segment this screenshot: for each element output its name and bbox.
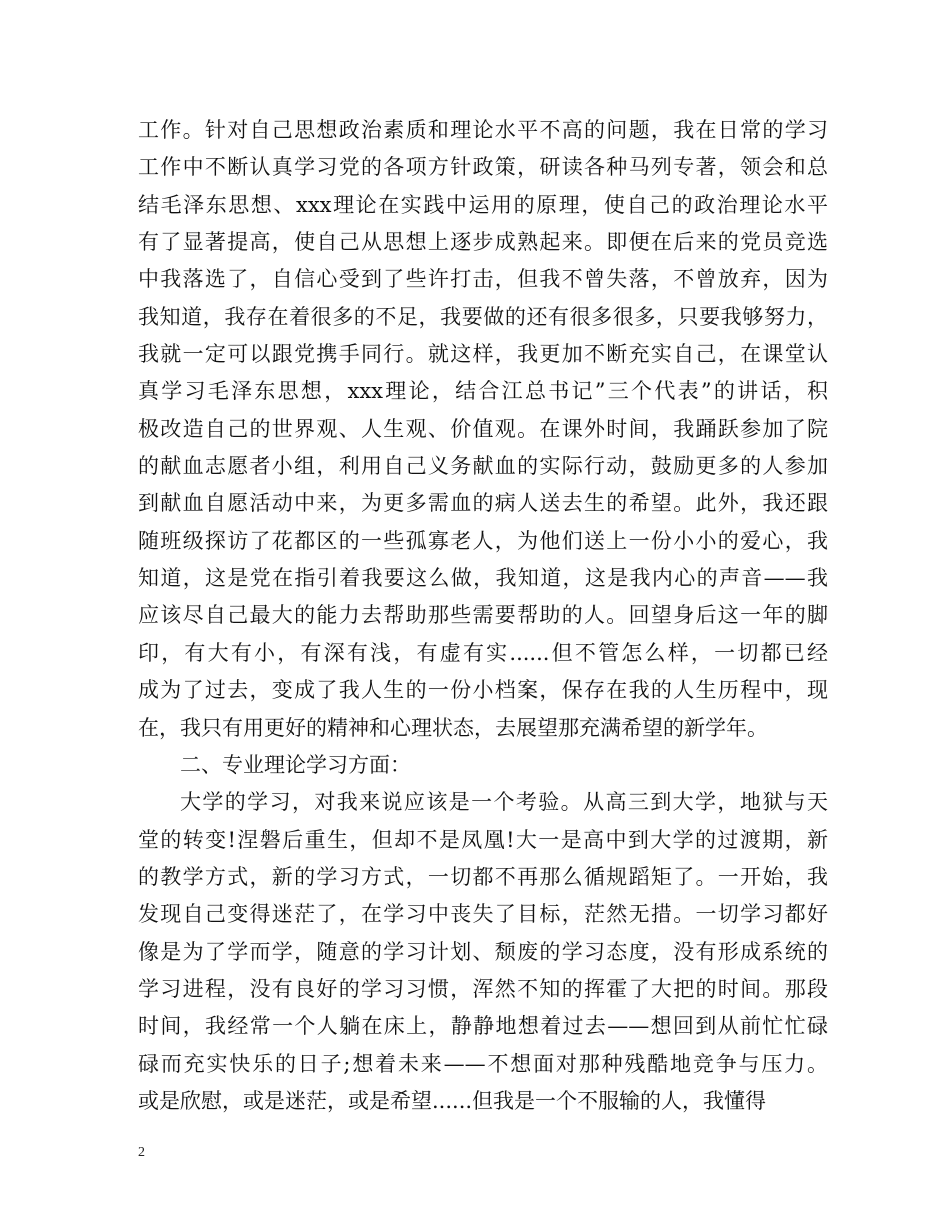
text-line: 极改造自己的世界观、人生观、价值观。在课外时间，我踊跃参加了院 bbox=[138, 416, 828, 441]
text-line: 应该尽自己最大的能力去帮助那些需要帮助的人。回望身后这一年的脚 bbox=[138, 603, 828, 628]
text-line: 像是为了学而学，随意的学习计划、颓废的学习态度，没有形成系统的 bbox=[138, 939, 828, 964]
text-line: 工作。针对自己思想政治素质和理论水平不高的问题，我在日常的学习 bbox=[138, 118, 828, 142]
paragraph bbox=[138, 784, 828, 1120]
text-line: 我就一定可以跟党携手同行。就这样，我更加不断充实自己，在课堂认 bbox=[138, 342, 828, 367]
paragraph bbox=[138, 747, 828, 784]
text-line: 有了显著提高，使自己从思想上逐步成熟起来。即便在后来的党员竞选 bbox=[138, 230, 828, 255]
paragraph bbox=[138, 112, 828, 747]
text-line: 成为了过去，变成了我人生的一份小档案，保存在我的人生历程中，现 bbox=[138, 678, 828, 703]
text-line: 或是欣慰，或是迷茫，或是希望......但我是一个不服输的人，我懂得 bbox=[138, 1088, 767, 1113]
text-line: 知道，这是党在指引着我要这么做，我知道，这是我内心的声音——我 bbox=[138, 566, 828, 591]
text-line: 发现自己变得迷茫了，在学习中丧失了目标，茫然无措。一切学习都好 bbox=[138, 902, 828, 927]
text-line: 碌而充实快乐的日子;想着未来——不想面对那种残酷地竞争与压力。 bbox=[138, 1051, 828, 1076]
text-line: 时间，我经常一个人躺在床上，静静地想着过去——想回到从前忙忙碌 bbox=[138, 1014, 828, 1039]
text-line: 我知道，我存在着很多的不足，我要做的还有很多很多，只要我够努力， bbox=[138, 304, 828, 329]
text-line: 印，有大有小，有深有浅，有虚有实......但不管怎么样，一切都已经 bbox=[138, 640, 828, 665]
text-line: 在，我只有用更好的精神和心理状态，去展望那充满希望的新学年。 bbox=[138, 715, 768, 740]
document-body bbox=[138, 112, 828, 1120]
text-line: 结毛泽东思想、xxx理论在实践中运用的原理，使自己的政治理论水平 bbox=[138, 192, 828, 217]
text-line: 随班级探访了花都区的一些孤寡老人，为他们送上一份小小的爱心，我 bbox=[138, 528, 828, 553]
text-line: 中我落选了，自信心受到了些许打击，但我不曾失落，不曾放弃，因为 bbox=[138, 267, 828, 292]
text-line: 大学的学习，对我来说应该是一个考验。从高三到大学，地狱与天 bbox=[180, 790, 828, 815]
text-line: 到献血自愿活动中来，为更多需血的病人送去生的希望。此外，我还跟 bbox=[138, 491, 828, 516]
page-number: 2 bbox=[138, 1145, 145, 1160]
text-line: 真学习毛泽东思想，xxx理论，结合江总书记”三个代表”的讲话，积 bbox=[138, 379, 828, 404]
text-line: 学习进程，没有良好的学习习惯，浑然不知的挥霍了大把的时间。那段 bbox=[138, 976, 828, 1001]
text-line: 的教学方式，新的学习方式，一切都不再那么循规蹈矩了。一开始，我 bbox=[138, 864, 828, 889]
text-line: 二、专业理论学习方面： bbox=[180, 752, 411, 777]
text-line: 堂的转变!涅磐后重生，但却不是凤凰!大一是高中到大学的过渡期，新 bbox=[138, 827, 828, 852]
text-line: 的献血志愿者小组，利用自己义务献血的实际行动，鼓励更多的人参加 bbox=[138, 454, 828, 479]
text-line: 工作中不断认真学习党的各项方针政策，研读各种马列专著，领会和总 bbox=[138, 155, 828, 180]
